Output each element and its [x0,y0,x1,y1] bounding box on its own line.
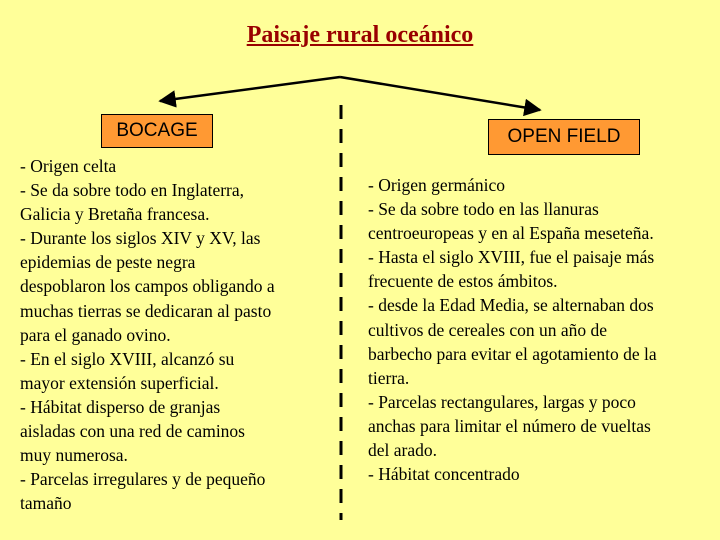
bocage-line: - Origen celta [20,156,117,176]
open-field-line: - Se da sobre todo en las llanuras [368,199,599,220]
open-field-line: del arado. [368,440,437,461]
bocage-line: epidemias de peste negra [20,252,196,273]
open-field-line: - desde la Edad Media, se alternaban dos [368,295,654,316]
bocage-line: muchas tierras se dedicaran al pasto [20,300,272,321]
open-field-heading-box: OPEN FIELD [488,119,640,155]
bocage-line: - Hábitat disperso de granjas [20,396,221,417]
open-field-line: centroeuropeas y en al España meseteña. [368,223,654,244]
bocage-line: aisladas con una red de caminos [20,421,245,442]
bocage-line: mayor extensión superficial. [20,372,219,393]
bocage-description [20,154,328,515]
open-field-line: cultivos de cereales con un año de [368,319,608,340]
bocage-line: muy numerosa. [20,445,128,466]
open-field-line: - Parcelas rectangulares, largas y poco [368,391,636,412]
arrow-to-open-field [340,77,540,110]
open-field-line: tierra. [368,367,410,388]
open-field-line: anchas para limitar el número de vueltas [368,415,651,436]
open-field-line: - Origen germánico [368,175,506,195]
bocage-line: - Se da sobre todo en Inglaterra, [20,180,245,201]
bocage-line: Galicia y Bretaña francesa. [20,204,210,225]
bocage-line: despoblaron los campos obligando a [20,276,275,297]
open-field-description [368,173,704,486]
bocage-heading-box: BOCAGE [101,114,213,148]
open-field-line: - Hasta el siglo XVIII, fue el paisaje más [368,247,655,268]
bocage-line: tamaño [20,493,72,514]
bocage-line: - En el siglo XVIII, alcanzó su [20,348,235,369]
bocage-line: para el ganado ovino. [20,324,171,345]
bocage-line: - Parcelas irregulares y de pequeño [20,469,266,490]
open-field-line: - Hábitat concentrado [368,464,520,485]
arrow-to-bocage [160,77,340,101]
open-field-line: barbecho para evitar el agotamiento de la [368,343,657,364]
diagram-title: Paisaje rural oceánico [246,22,474,48]
open-field-line: frecuente de estos ámbitos. [368,271,558,292]
bocage-line: - Durante los siglos XIV y XV, las [20,228,261,249]
